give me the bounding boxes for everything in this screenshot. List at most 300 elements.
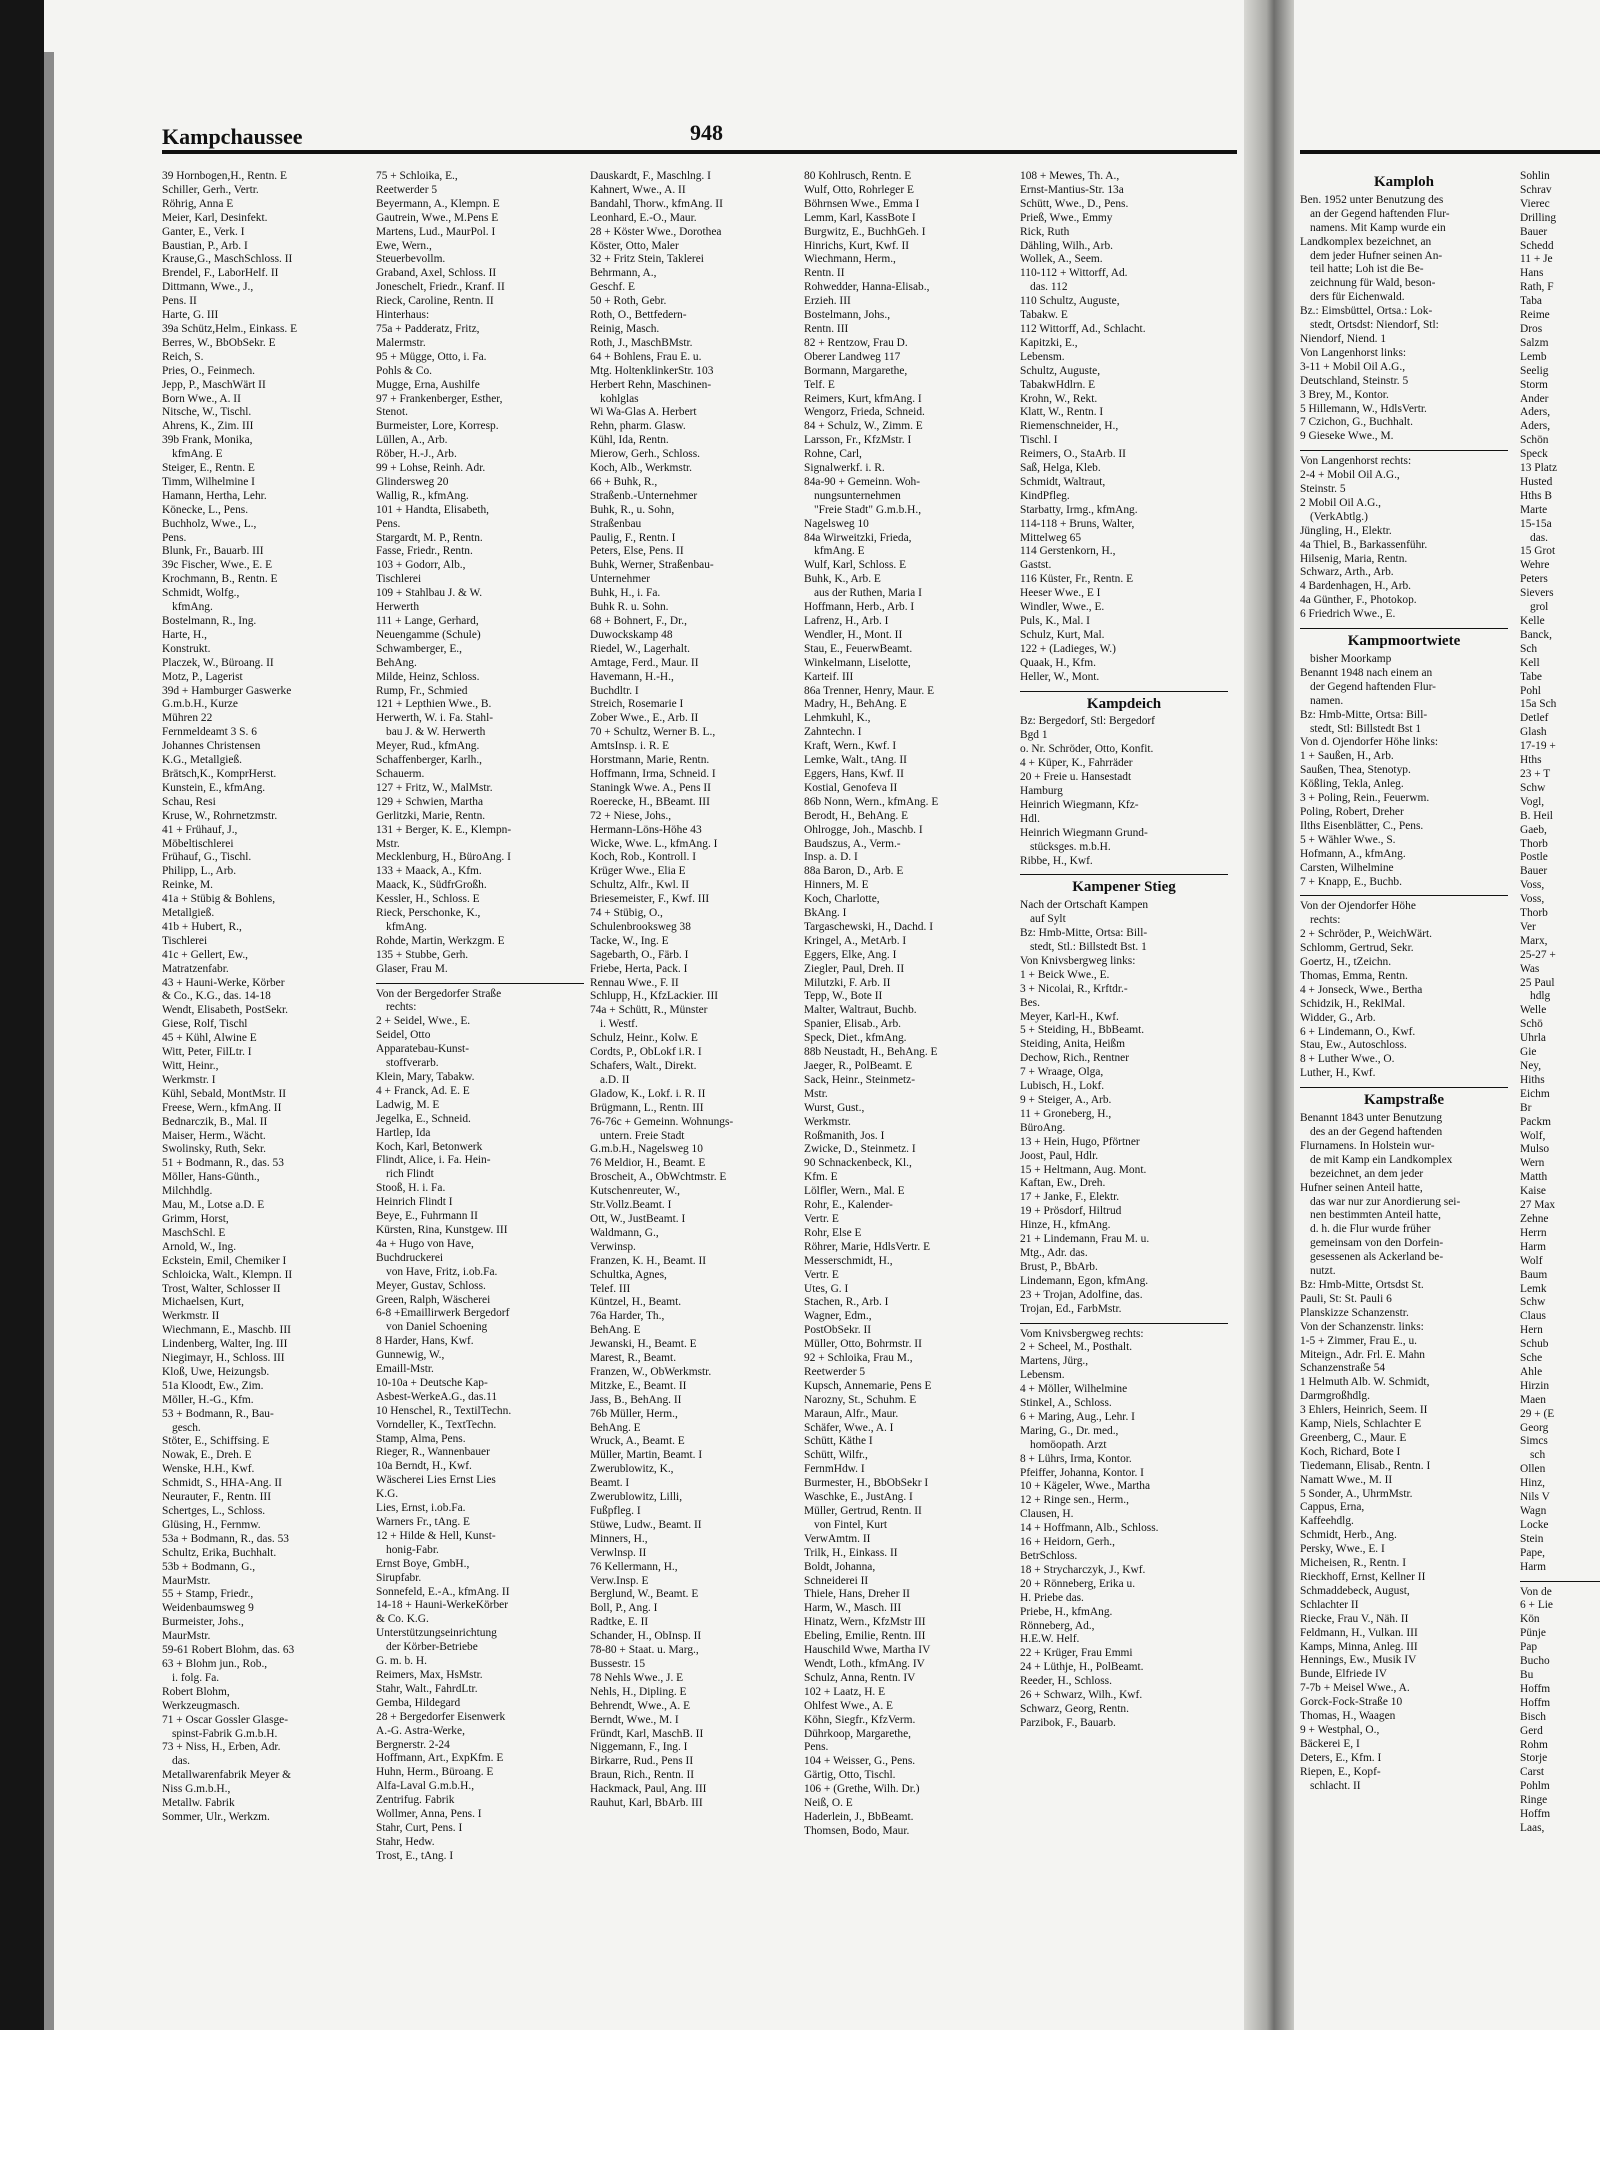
directory-entry: Glüsing, H., Fernmw. [162,1518,261,1531]
directory-entry: Kunstein, E., kfmAng. [162,781,266,794]
directory-entry: Poling, Robert, Dreher [1300,805,1404,818]
directory-entry: Reimers, Max, HsMstr. [376,1668,483,1681]
directory-column-2 [376,170,584,1864]
directory-entry: Reetwerder 5 [804,1365,866,1378]
directory-entry: 84a Wirweitzki, Frieda, [804,531,912,544]
directory-entry: Landkomplex bezeichnet, an [1300,235,1432,248]
directory-entry: 12 + Ringe sen., Herm., [1020,1494,1129,1507]
directory-entry: Schlomm, Gertrud, Sekr. [1300,942,1414,955]
directory-entry: Eggers, Hans, Kwf. II [804,767,904,780]
directory-entry: Berndt, Wwe., M. I [590,1713,679,1726]
directory-entry: Rump, Fr., Schmied [376,684,468,697]
directory-entry: Tischlerei [162,934,208,947]
directory-entry: Marx, [1520,934,1548,947]
directory-entry: bisher Moorkamp [1310,653,1392,665]
directory-entry: Thomas, H., Waagen [1300,1710,1396,1723]
directory-entry: Beyermann, A., Klempn. E [376,197,500,210]
directory-entry: Thorb [1520,837,1548,850]
directory-entry: 109 + Stahlbau J. & W. [376,587,483,600]
directory-entry: Lafrenz, H., Arb. I [804,615,889,627]
directory-entry: 39b Frank, Monika, [162,434,253,447]
directory-entry: Messerschmidt, H., [804,1254,893,1267]
directory-entry: i. folg. Fa. [172,1671,220,1684]
directory-entry: 15a Sch [1520,698,1557,711]
directory-entry: Vertr. E [804,1212,839,1225]
directory-entry: AmtsInsp. i. R. E [590,740,670,753]
directory-entry: Buchholz, Wwe., L., [162,517,257,530]
directory-entry: Tabe [1520,670,1542,683]
directory-entry: Wern [1520,1157,1545,1170]
directory-entry: Duwockskamp 48 [590,628,673,641]
directory-entry: H.E.W. Helf. [1020,1633,1080,1646]
directory-entry: Möller, H.-G., Kfm. [162,1393,254,1406]
directory-entry: Mstr. [804,1087,828,1100]
directory-entry: 106 + (Grethe, Wilh. Dr.) [804,1783,920,1796]
directory-entry: Lemke, Walt., tAng. II [804,754,907,767]
section-divider [1300,628,1508,629]
directory-entry: Werkmstr. II [162,1310,220,1323]
section-divider [1300,895,1508,896]
directory-entry: Rentn. II [804,267,845,280]
directory-entry: 41b + Hubert, R., [162,920,242,933]
directory-entry: Koch, Charlotte, [804,893,880,906]
directory-entry: Salzm [1520,336,1549,349]
directory-entry: Kaftan, Ew., Dreh. [1020,1177,1106,1190]
directory-entry: Hoffm [1520,1808,1551,1821]
directory-entry: 135 + Stubbe, Gerh. [376,948,469,961]
directory-entry: Jaeger, R., PolBeamt. E [804,1060,913,1072]
directory-entry: Schütt, Käthe I [804,1435,873,1448]
directory-entry: Harte, H., [162,628,207,641]
directory-entry: Bz.: Eimsbüttel, Ortsa.: Lok- [1300,305,1433,318]
directory-entry: Darmgroßhdlg. [1300,1390,1370,1403]
directory-entry: Herbert Rehn, Maschinen- [590,378,712,391]
directory-entry: Hauschild Wwe, Martha IV [804,1644,931,1657]
directory-entry: Maen [1520,1393,1546,1406]
directory-entry: Geschf. E [590,281,635,294]
directory-entry: der Körber-Betriebe [386,1641,478,1654]
directory-entry: Simcs [1520,1435,1548,1448]
directory-entry: kfmAng. E [172,448,223,461]
directory-entry: Rauhut, Karl, BbArb. III [590,1797,703,1810]
directory-entry: Rieck, Perschonke, K., [376,907,481,920]
directory-entry: Röhrer, Marie, HdlsVertr. E [804,1240,931,1253]
directory-entry: 2 + Scheel, M., Posthalt. [1020,1341,1133,1354]
directory-entry: Malermstr. [376,336,426,349]
page-number: 948 [690,120,723,145]
directory-entry: 6 + Lie [1520,1599,1553,1612]
directory-entry: Harm, W., Masch. III [804,1602,902,1615]
directory-entry: 97 + Frankenberger, Esther, [376,392,503,405]
directory-entry: Schafers, Walt., Direkt. [590,1060,697,1072]
directory-entry: Ahrens, K., Zim. III [162,420,254,433]
directory-entry: Thorb [1520,907,1548,920]
directory-entry: Thiele, Hans, Dreher II [804,1588,910,1601]
directory-entry: BüroAng. [1020,1121,1066,1134]
directory-entry: Schmaddebeck, August, [1300,1584,1410,1597]
directory-entry: Hoffmann, Herb., Arb. I [804,601,915,614]
directory-entry: Schlupp, H., KfzLackier. III [590,990,719,1003]
directory-entry: Benannt 1948 nach einem an [1300,666,1433,679]
directory-entry: 13 + Hein, Hugo, Pförtner [1020,1135,1140,1148]
directory-entry: Trost, Walter, Schlosser II [162,1282,281,1295]
directory-entry: Vorndeller, K., TextTechn. [376,1418,497,1431]
directory-entry: des an der Gegend haftenden [1310,1126,1443,1138]
directory-entry: 7 + Knapp, E., Buchb. [1300,875,1402,888]
directory-entry: & Co., K.G., das. 14-18 [162,990,271,1003]
directory-entry: Gerlitzki, Marie, Rentn. [376,809,486,822]
directory-entry: 66 + Buhk, R., [590,475,658,488]
directory-entry: Schedd [1520,239,1554,252]
directory-entry: Steuerbevollm. [376,253,446,266]
directory-entry: Kößling, Tekla, Anleg. [1300,778,1404,791]
directory-entry: bezeichnet, an dem jeder [1310,1167,1424,1180]
directory-entry: Harte, G. III [162,309,219,322]
directory-entry: Kühl, Ida, Rentn. [590,434,669,447]
directory-entry: Baudszus, A., Verm.- [804,837,901,850]
directory-entry: MaschSchl. E [162,1226,226,1239]
directory-entry: Havemann, H.-H., [590,670,674,683]
directory-entry: Meyer, Gustav, Schloss. [376,1279,486,1292]
directory-entry: Könecke, L., Pens. [162,503,249,516]
directory-entry: Vogl, [1520,795,1545,808]
directory-entry: Schw [1520,781,1546,794]
directory-entry: Friebe, Herta, Pack. I [590,962,688,975]
directory-entry: Ney, [1520,1060,1542,1072]
directory-entry: Deters, E., Kfm. I [1300,1751,1382,1764]
directory-entry: nutzt. [1310,1265,1336,1278]
directory-entry: 111 + Lange, Gerhard, [376,615,479,627]
directory-entry: Hern [1520,1324,1543,1337]
directory-entry: rechts: [386,1001,417,1014]
directory-entry: Hinatz, Wern., KfzMstr III [804,1616,926,1629]
directory-entry: d. h. die Flur wurde früher [1310,1223,1431,1236]
directory-entry: Pens. [804,1741,829,1754]
directory-entry: Str.Vollz.Beamt. I [590,1199,672,1212]
directory-entry: Pohls & Co. [376,364,433,377]
directory-entry: Roth, J., MaschBMstr. [590,336,693,349]
directory-entry: Lindenberg, Walter, Ing. III [162,1338,288,1351]
directory-entry: Utes, G. I [804,1282,849,1295]
directory-entry: Carst [1520,1766,1545,1779]
directory-entry: Rohr, Else E [804,1226,862,1239]
directory-entry: Schub [1520,1338,1549,1351]
directory-entry: Malter, Waltraut, Buchb. [804,1004,917,1017]
directory-entry: Hufner seinen Anteil hatte, [1300,1181,1423,1194]
directory-entry: Buhk, H., i. Fa. [590,587,661,600]
directory-entry: Vierec [1520,197,1550,210]
directory-entry: Thomsen, Bodo, Maur. [804,1824,910,1837]
directory-entry: Haderlein, J., BbBeamt. [804,1810,914,1823]
directory-entry: G.m.b.H., Nagelsweg 10 [590,1143,703,1156]
directory-entry: Buhk, K., Arb. E [804,573,881,586]
directory-entry: Eggers, Elke, Ang. I [804,948,897,961]
directory-entry: Matratzenfabr. [162,962,229,975]
directory-entry: Steiding, Anita, Heißm [1020,1038,1126,1051]
directory-entry: Buhk R. u. Sohn. [590,601,669,614]
directory-entry: Voss, [1520,879,1545,892]
directory-entry: Schulz, Anna, Rentn. IV [804,1671,916,1684]
directory-entry: TabakwHdlrn. E [1020,378,1096,391]
directory-entry: Wollmer, Anna, Pens. I [376,1808,482,1821]
directory-entry: Von de [1520,1585,1552,1598]
directory-entry: Heeser Wwe., E I [1020,587,1101,600]
directory-entry: Fründt, Karl, MaschB. II [590,1727,704,1740]
directory-entry: Ernst Boye, GmbH., [376,1557,470,1570]
directory-entry: & Co. K.G. [376,1613,429,1626]
directory-entry: 7 + Wraage, Olga, [1020,1066,1104,1079]
directory-entry: 21 + Lindemann, Frau M. u. [1020,1233,1150,1246]
directory-entry: Jepp, P., MaschWärt II [162,378,266,391]
directory-entry: Fasse, Friedr., Rentn. [376,545,473,558]
directory-entry: Ohlrogge, Joh., Maschb. I [804,823,923,836]
directory-entry: Br [1520,1101,1532,1114]
directory-entry: Reinig, Masch. [590,322,660,335]
directory-entry: stedt, Stl.: Billstedt Bst. 1 [1030,941,1147,954]
directory-entry: kfmAng. E [814,545,865,558]
directory-entry: Hackmack, Paul, Ang. III [590,1783,707,1796]
directory-entry: Unternehmer [590,573,651,586]
directory-entry: Speck [1520,448,1548,461]
directory-entry: Rieger, R., Wannenbauer [376,1446,490,1459]
directory-entry: Wolf, [1520,1129,1546,1142]
directory-entry: Herrn [1520,1226,1547,1239]
directory-entry: hdlg [1530,990,1551,1003]
directory-entry: 78-80 + Staat. u. Marg., [590,1644,699,1657]
directory-entry: gemeinsam von den Dorfein- [1310,1237,1444,1250]
directory-entry: Von der Schanzenstr. links: [1300,1320,1424,1333]
directory-entry: Riepen, E., Kopf- [1300,1765,1381,1778]
directory-entry: Harm [1520,1240,1546,1253]
directory-entry: Rieck, Caroline, Rentn. II [376,295,494,308]
directory-entry: Giese, Rolf, Tischl [162,1018,248,1031]
directory-entry: 13 Platz [1520,462,1558,475]
directory-entry: 78 Nehls Wwe., J. E [590,1671,684,1684]
directory-entry: Klein, Mary, Tabakw. [376,1071,475,1083]
directory-entry: Miteign., Adr. Frl. E. Mahn [1300,1348,1425,1361]
directory-entry: Maiser, Herm., Wächt. [162,1129,266,1142]
directory-entry: Birkarre, Rud., Pens II [590,1755,694,1768]
directory-columns [162,170,1237,2020]
directory-entry: Fußpfleg. I [590,1505,641,1517]
directory-entry: 63 + Blohm jun., Rob., [162,1657,268,1670]
directory-entry: Gärtig, Otto, Tischl. [804,1769,896,1782]
directory-entry: Warners Fr., tAng. E [376,1516,470,1528]
directory-entry: Kaise [1520,1185,1546,1198]
directory-entry: Lölfler, Wern., Mal. E [804,1185,905,1198]
directory-entry: 53 + Bodmann, R., Bau- [162,1407,274,1420]
directory-entry: 129 + Schwien, Martha [376,795,484,808]
directory-entry: Nils V [1520,1491,1550,1504]
directory-entry: Reimers, Kurt, kfmAng. I [804,392,922,405]
directory-entry: Larsson, Fr., KfzMstr. I [804,434,912,447]
directory-entry: Voss, [1520,893,1545,906]
directory-entry: Jewanski, H., Beamt. E [590,1338,697,1351]
directory-entry: 39c Fischer, Wwe., E. E [162,559,273,572]
directory-entry: Wagn [1520,1505,1547,1517]
directory-entry: 39d + Hamburger Gaswerke [162,684,292,697]
directory-entry: Priebe, H., kfmAng. [1020,1605,1113,1618]
directory-entry: 6 + Maring, Aug., Lehr. I [1020,1410,1135,1423]
directory-entry: Schiller, Gerh., Vertr. [162,183,259,196]
directory-entry: Verw.Insp. E [590,1574,649,1587]
directory-entry: Schauerm. [376,767,425,780]
directory-entry: Placzek, W., Büroang. II [162,656,274,669]
directory-entry: B. Heil [1520,809,1553,822]
directory-entry: rich Flindt [386,1168,434,1181]
directory-entry: Ben. 1952 unter Benutzung des [1300,193,1444,206]
directory-entry: Pauli, St: St. Pauli 6 [1300,1292,1392,1305]
directory-entry: Huhn, Herm., Büroang. E [376,1766,494,1779]
directory-entry: Sirupfabr. [376,1571,422,1584]
directory-entry: Stenot. [376,406,408,419]
directory-entry: 9 + Steiger, A., Arb. [1020,1094,1112,1106]
directory-entry: Mierow, Gerh., Schloss. [590,448,700,461]
directory-entry: 127 + Fritz, W., MalMstr. [376,781,493,794]
directory-entry: 16 + Heidorn, Gerh., [1020,1536,1115,1549]
directory-entry: 4a Thiel, B., Barkassenführ. [1300,538,1428,551]
directory-entry: Spanier, Elisab., Arb. [804,1018,901,1031]
directory-entry: 5 Sonder, A., UhrmMstr. [1300,1487,1413,1500]
directory-entry: Frühauf, G., Tischl. [162,851,252,864]
directory-entry: Schö [1520,1018,1543,1031]
directory-entry: Hoffmann, Art., ExpKfm. E [376,1752,504,1765]
directory-entry: Eichm [1520,1087,1550,1100]
directory-entry: Küntzel, H., Beamt. [590,1296,682,1309]
directory-entry: Bussestr. 15 [590,1657,646,1670]
directory-entry: Peters, Else, Pens. II [590,545,684,558]
directory-entry: Mecklenburg, H., BüroAng. I [376,851,511,864]
directory-entry: 1 + Saußen, H., Arb. [1300,750,1394,763]
directory-entry: 116 Küster, Fr., Rentn. E [1020,573,1134,586]
directory-entry: Ganter, E., Verk. I [162,225,245,238]
directory-entry: Koch, Alb., Werkmstr. [590,462,693,475]
directory-entry: Tiedemann, Elisab., Rentn. I [1300,1459,1431,1472]
directory-entry: Radtke, E. II [590,1616,649,1629]
directory-entry: Schulz, Heinr., Kolw. E [590,1032,698,1045]
directory-entry: Timm, Wilhelmine I [162,475,255,488]
directory-entry: Pünje [1520,1627,1546,1640]
directory-entry: nungsunternehmen [814,489,901,502]
directory-entry: 4 Bardenhagen, H., Arb. [1300,580,1412,593]
directory-entry: Waldmann, G., [590,1226,659,1239]
directory-entry: Brust, P., BbArb. [1020,1260,1098,1273]
directory-entry: Röhrig, Anna E [162,197,234,210]
scan-left-edge [0,0,44,2030]
directory-entry: Hilsenig, Maria, Rentn. [1300,552,1408,565]
directory-entry: Kruse, W., Rohrnetzmstr. [162,809,278,822]
directory-entry: Wagner, Edm., [804,1310,872,1323]
directory-entry: Köhn, Siegfr., KfzVerm. [804,1713,916,1726]
directory-entry: Schlachter II [1300,1598,1359,1611]
directory-entry: FernmHdw. I [804,1463,865,1476]
directory-entry: Mühren 22 [162,712,213,725]
directory-entry: 27 Max [1520,1199,1556,1212]
directory-entry: Asbest-WerkeA.G., das.11 [376,1390,498,1403]
directory-entry: Maring, G., Dr. med., [1020,1424,1119,1437]
directory-entry: Deutschland, Steinstr. 5 [1300,374,1409,387]
directory-entry: Schmidt, Herb., Ang. [1300,1529,1397,1542]
scan-left-shadow [44,52,54,2030]
directory-entry: Schultz, Alfr., Kwl. II [590,879,690,892]
directory-entry: Paulig, F., Rentn. I [590,531,676,544]
directory-entry: Hiths [1520,1073,1545,1086]
directory-entry: 102 + Laatz, H. E [804,1685,886,1698]
directory-entry: Vertr. E [804,1268,839,1281]
directory-entry: Wäscherei Lies Ernst Lies [376,1474,496,1487]
directory-entry: Schultka, Agnes, [590,1268,667,1281]
directory-entry: 55 + Stamp, Friedr., [162,1588,254,1601]
directory-entry: von Have, Fritz, i.ob.Fa. [386,1265,498,1278]
directory-entry: 86b Nonn, Wern., kfmAng. E [804,795,939,808]
directory-entry: das. 112 [1030,281,1068,294]
directory-entry: Jass, B., BehAng. II [590,1393,682,1406]
directory-entry: Wolf [1520,1254,1543,1267]
directory-entry: 20 + Freie u. Hansestadt [1020,771,1132,784]
directory-entry: Wehre [1520,559,1550,572]
directory-entry: Cappus, Erna, [1300,1501,1365,1514]
directory-entry: Wendler, H., Mont. II [804,628,903,641]
directory-entry: zeichnung für Wald, beson- [1310,277,1436,290]
directory-entry: Saß, Helga, Kleb. [1020,462,1101,475]
directory-entry: Schulz, Kurt, Mal. [1020,628,1105,641]
directory-entry: 8 + Luther Wwe., O. [1300,1053,1395,1066]
directory-entry: BehAng. [376,656,417,669]
directory-entry: Kaffeehdlg. [1300,1515,1354,1528]
directory-entry: Herwerth, W. i. Fa. Stahl- [376,712,494,725]
directory-entry: Stargardt, M. P., Rentn. [376,531,483,544]
directory-entry: Wurst, Gust., [804,1101,865,1114]
directory-entry: "Freie Stadt" G.m.b.H., [814,503,922,516]
directory-entry: 2 Mobil Oil A.G., [1300,496,1382,509]
directory-entry: 51a Kloodt, Ew., Zim. [162,1379,264,1392]
directory-entry: Heinrich Wiegmann Grund- [1020,826,1148,839]
directory-entry: dem jeder Hufner seinen An- [1310,249,1443,262]
directory-entry: Staningk Wwe. A., Pens II [590,781,711,794]
directory-entry: Storm [1520,378,1548,391]
directory-entry: 3 + Poling, Rein., Feuerwm. [1300,792,1430,805]
directory-entry: G.m.b.H., Kurze [162,698,238,711]
directory-entry: Pens. [376,517,401,530]
directory-entry: Metallw. Fabrik [162,1797,235,1810]
directory-entry: Trost, E., tAng. I [376,1849,454,1862]
directory-entry: Burgwitz, E., BuchhGeh. I [804,225,926,238]
directory-entry: Von Knivsbergweg links: [1020,954,1136,967]
directory-entry: Philipp, L., Arb. [162,865,237,878]
directory-entry: Dittmann, Wwe., J., [162,281,254,294]
directory-entry: Ahle [1520,1365,1543,1378]
directory-entry: Kupsch, Annemarie, Pens E [804,1379,932,1392]
directory-entry: aus der Ruthen, Maria I [814,587,922,600]
directory-entry: Koch, Karl, Betonwerk [376,1140,483,1153]
directory-entry: 5 Hillemann, W., HdlsVertr. [1300,402,1427,415]
running-head: Kampchaussee [162,124,303,149]
directory-entry: 3 + Nicolai, R., Krftdr.- [1020,982,1128,995]
directory-entry: BetrSchloss. [1020,1550,1078,1562]
directory-entry: 5 + Wähler Wwe., S. [1300,833,1396,846]
directory-entry: 14 + Hoffmann, Alb., Schloss. [1020,1522,1159,1535]
directory-entry: Bormann, Margarethe, [804,364,908,377]
directory-entry: Meyer, Rud., kfmAng. [376,740,480,753]
directory-entry: Tacke, W., Ing. E [590,934,669,947]
directory-entry: PostObSekr. II [804,1324,872,1337]
directory-entry: Beye, E., Fuhrmann II [376,1210,478,1223]
directory-entry: Namatt Wwe., M. II [1300,1473,1393,1486]
directory-entry: 15-15a [1520,517,1552,530]
directory-entry: i. Westf. [600,1018,638,1031]
directory-entry: Amtage, Ferd., Maur. II [590,656,699,669]
directory-entry: Waschke, E., JustAng. I [804,1491,913,1504]
